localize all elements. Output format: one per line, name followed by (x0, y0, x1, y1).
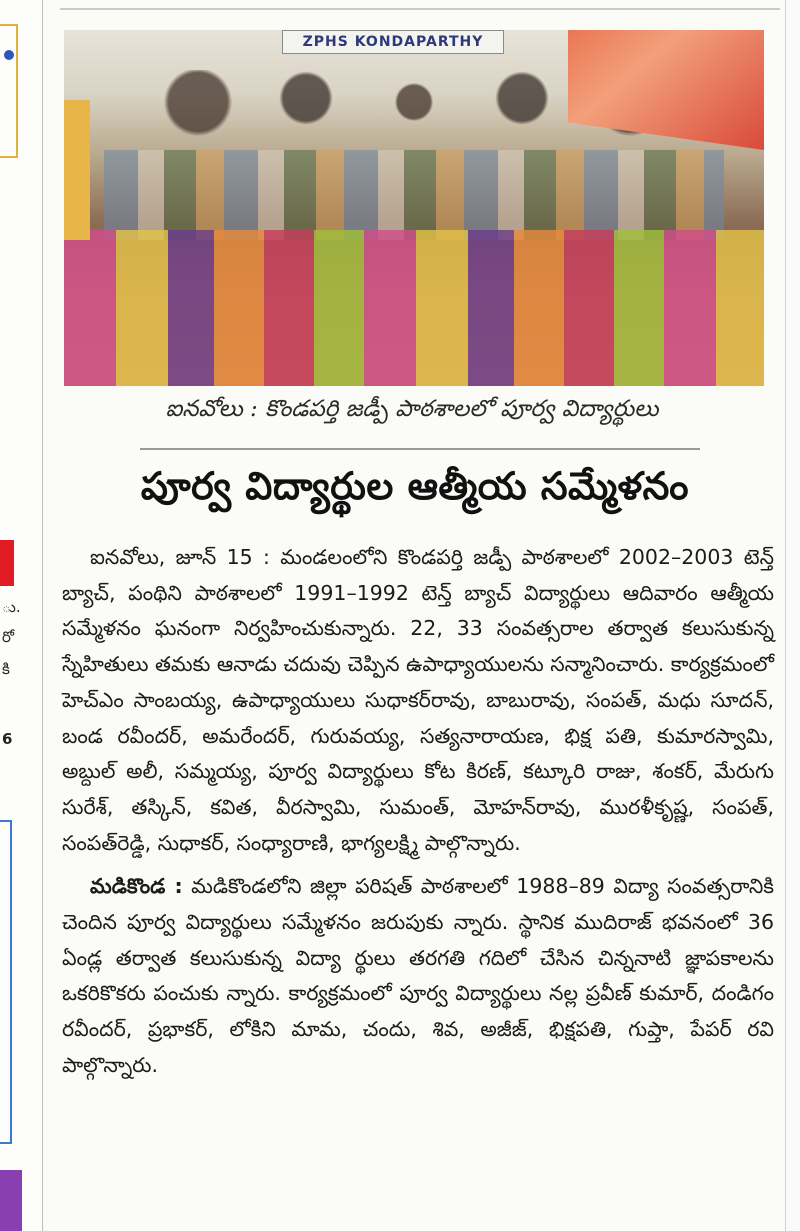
photo-middle-row (104, 150, 724, 240)
top-divider (60, 8, 780, 10)
adjacent-column-fragment (0, 0, 43, 1231)
photo-caption: ఐనవోలు : కొండపర్తి జడ్పీ పాఠశాలలో పూర్వ విద్యార్థులు (165, 396, 659, 422)
group-photo (64, 30, 764, 386)
photo-front-row (64, 230, 764, 386)
adjacent-text-fragment: ు. (2, 598, 21, 616)
adjacent-purple-block (0, 1170, 22, 1231)
adjacent-text-fragment: రో (2, 628, 15, 646)
adjacent-text-fragment: 6 (2, 730, 13, 748)
adjacent-logo-dot (4, 50, 14, 60)
article-paragraph: ఐనవోలు, జూన్ 15 : మండలంలోని కొండపర్తి జడ్పీ పాఠశాలలో 2002–2003 టెన్త్ బ్యాచ్, పంథిని పాఠశాలలో 1991–1992 టెన్త్ బ్యాచ్ విద్యార్థులు ఆదివారం ఆత్మీయ సమ్మేళనం ఘనంగా నిర్వహించుకున్నారు. 22, 33 సంవత్సరాల తర్వాత కలుసుకున్న స్నేహితులు తమకు ఆనాడు చదువు చెప్పిన ఉపాధ్యాయులను సన్మానించారు. కార్యక్రమంలో హెచ్‌ఎం సాంబయ్య, ఉపాధ్యాయులు సుధాకర్‌రావు, బాబురావు, సంపత్, మధు సూదన్, బండ రవీందర్, అమరేందర్, గురువయ్య, సత్యనారాయణ, భిక్ష పతి, కుమారస్వామి, అబ్దుల్ అలీ, సమ్మయ్య, పూర్వ విద్యార్థులు కోట కిరణ్, కట్కూరి రాజు, శంకర్, మేరుగు సురేశ్, తస్కిన్, కవిత, వీరస్వామి, సుమంత్, మోహన్‌రావు, మురళీకృష్ణ, సంపత్, సంపత్‌రెడ్డి, సుధాకర్, సంధ్యారాణి, భాగ్యలక్ష్మి పాల్గొన్నారు. (62, 545, 774, 855)
adjacent-ad-frame (0, 24, 18, 158)
article-paragraph (62, 869, 774, 1083)
caption-divider (140, 448, 700, 450)
dateline: మడికొండ : (90, 874, 183, 899)
school-sign: ZPHS KONDAPARTHY (282, 30, 504, 54)
article-body (62, 540, 774, 1084)
adjacent-red-block (0, 540, 14, 586)
adjacent-blue-frame (0, 820, 12, 1144)
photo-pillar (64, 100, 90, 240)
article-headline: పూర్వ విద్యార్థుల ఆత్మీయ సమ్మేళనం (140, 464, 690, 508)
page-edge (785, 0, 800, 1231)
paragraph-text: మడికొండలోని జిల్లా పరిషత్ పాఠశాలలో 1988–89 విద్యా సంవత్సరానికి చెందిన పూర్వ విద్యార్థులు సమ్మేళనం జరుపుకు న్నారు. స్థానిక ముదిరాజ్ భవనంలో 36 ఏండ్ల తర్వాత కలుసుకున్న విద్యా ర్థులు తరగతి గదిలో చేసిన చిన్ననాటి జ్ఞాపకాలను ఒకరికొకరు పంచుకు న్నారు. కార్యక్రమంలో పూర్వ విద్యార్థులు నల్ల ప్రవీణ్ కుమార్, దండిగం రవీందర్, ప్రభాకర్, లోకిని మామ, చందు, శివ, అజీజ్, భిక్షపతి, గుప్తా, పేపర్ రవి పాల్గొన్నారు. (62, 874, 774, 1077)
adjacent-text-fragment: కి (2, 660, 10, 678)
